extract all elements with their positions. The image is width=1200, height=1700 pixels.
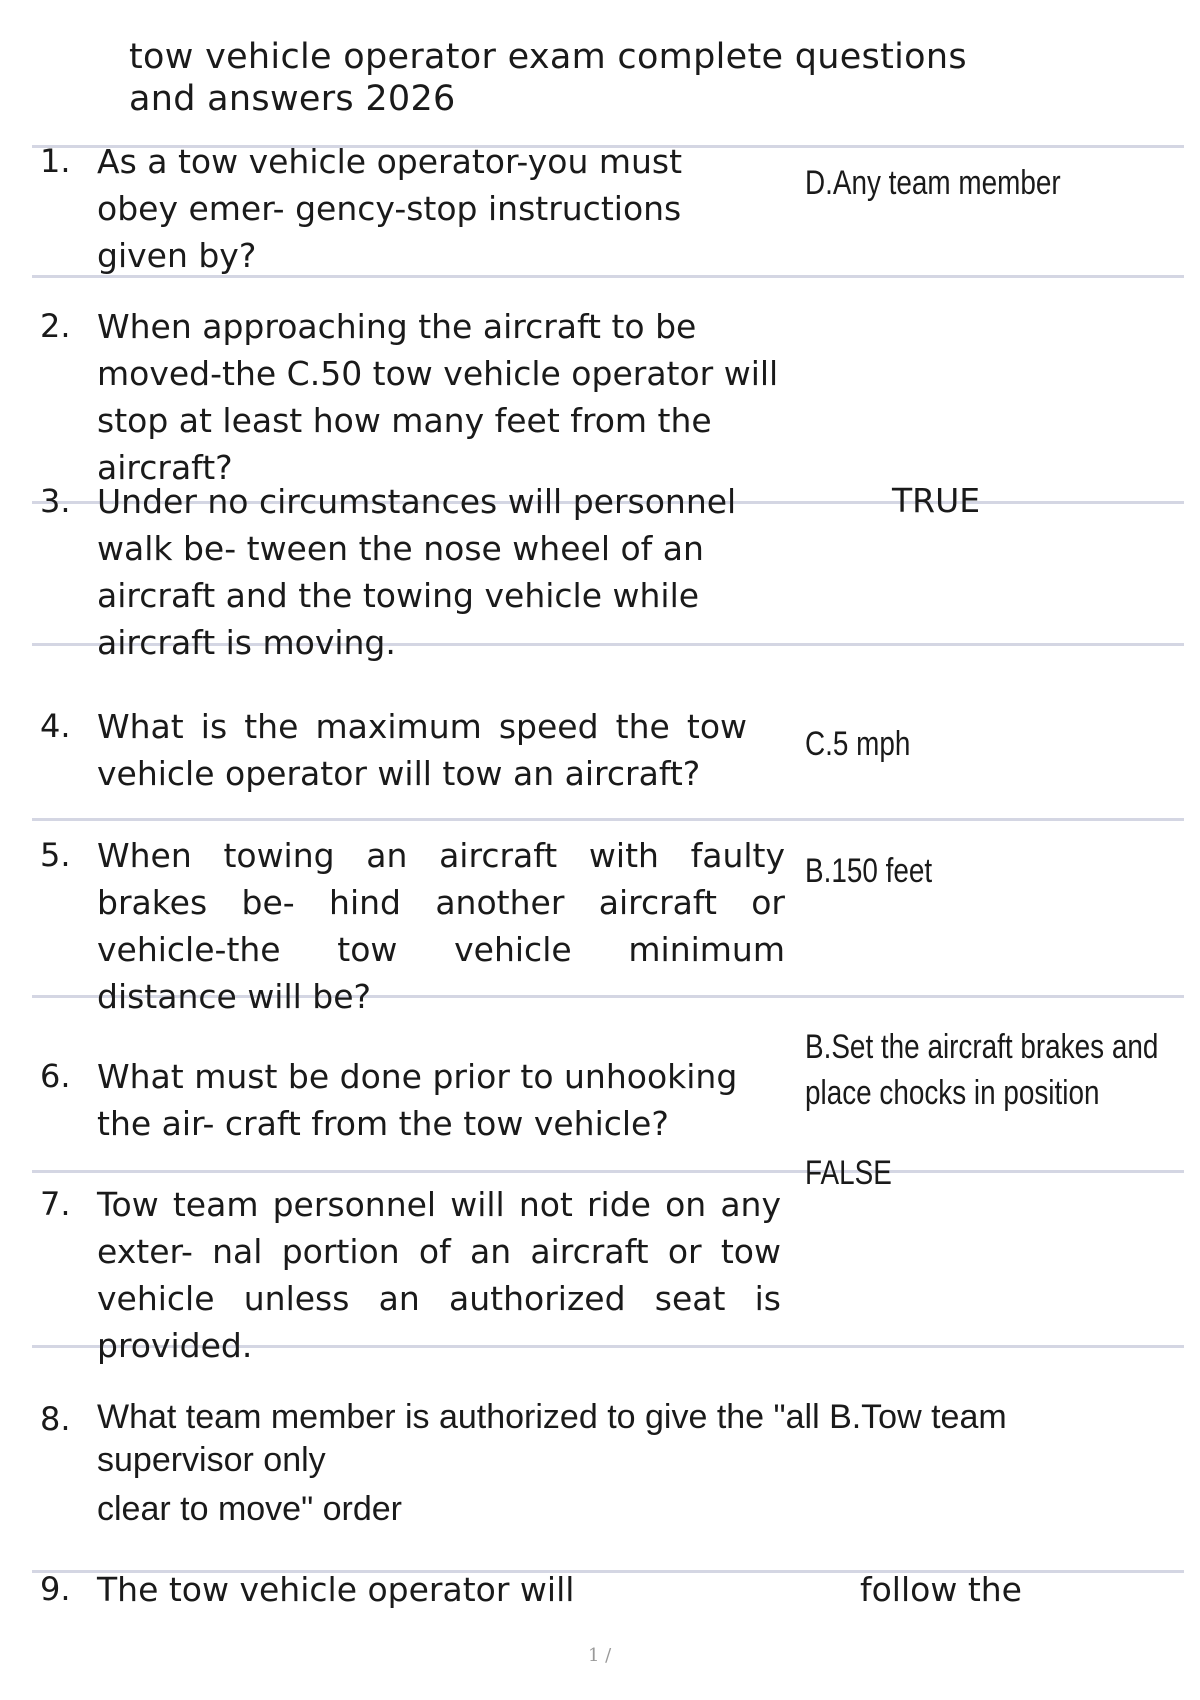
question-number: 5. [40, 836, 71, 874]
question-text: Tow team personnel will not ride on any exter- nal portion of an aircraft or tow vehicle unless an authorized seat is provided. [97, 1185, 781, 1365]
question-text: What must be done prior to unhooking the air- craft from the tow vehicle? [97, 1057, 738, 1143]
answer-text: B.Set the aircraft brakes and place chocks in position [805, 1028, 1159, 1112]
answer-text: D.Any team member [805, 164, 1061, 202]
question-text-continuation: follow the [860, 1570, 1022, 1609]
divider [32, 818, 1184, 821]
question-number: 4. [40, 707, 71, 745]
question-text: When approaching the aircraft to be moved-the C.50 tow vehicle operator will stop at least how many feet from the aircraft? [97, 307, 779, 487]
question-text: The tow vehicle operator will [97, 1570, 575, 1609]
answer-text: C.5 mph [805, 725, 911, 763]
question-number: 6. [40, 1057, 71, 1095]
document-title: tow vehicle operator exam complete questions and answers 2026 [129, 37, 967, 119]
divider [32, 1170, 1184, 1173]
question-number: 1. [40, 142, 71, 180]
question-text: When towing an aircraft with faulty brakes be- hind another aircraft or vehicle-the tow vehicle minimum distance will be? [97, 836, 785, 1016]
question-number: 9. [40, 1570, 71, 1608]
question-text-line-1: What team member is authorized to give the "all B.Tow team supervisor only [97, 1398, 1007, 1479]
page-number: 1 / [588, 1645, 612, 1666]
answer-text: FALSE [805, 1154, 892, 1192]
question-number: 3. [40, 482, 71, 520]
answer-text: TRUE [892, 481, 981, 520]
question-number: 7. [40, 1185, 71, 1223]
question-text: Under no circumstances will personnel walk be- tween the nose wheel of an aircraft and the towing vehicle while aircraft is moving. [97, 482, 737, 662]
question-text-line-2: clear to move" order [97, 1490, 402, 1528]
question-number: 8. [40, 1400, 71, 1438]
question-text: As a tow vehicle operator-you must obey emer- gency-stop instructions given by? [97, 142, 683, 275]
answer-text: B.150 feet [805, 852, 933, 890]
question-text: What is the maximum speed the tow vehicle operator will tow an aircraft? [97, 707, 747, 793]
question-number: 2. [40, 307, 71, 345]
